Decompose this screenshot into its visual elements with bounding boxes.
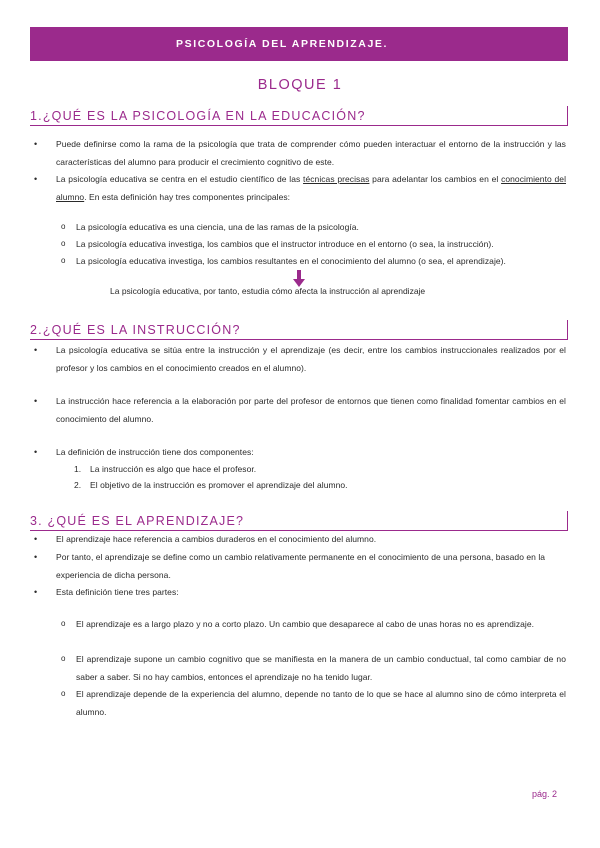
section-heading-1 bbox=[30, 106, 568, 126]
section1-bullet-2 bbox=[56, 171, 566, 206]
section1-conclusion: La psicología educativa, por tanto, estudia cómo afecta la instrucción al aprendizaje bbox=[110, 286, 426, 296]
page-number: pág. 2 bbox=[532, 789, 558, 799]
section3-bullet-1: • El aprendizaje hace referencia a cambios duraderos en el conocimiento del alumno. bbox=[56, 531, 566, 549]
text-span: . En esta definición hay tres componentes principales: bbox=[84, 191, 291, 202]
section1-sub-3: o La psicología educativa investiga, los cambios resultantes en el conocimiento del alumno (o sea, el aprendizaje). bbox=[76, 253, 566, 271]
section3-bullet-3: • Esta definición tiene tres partes: bbox=[56, 584, 566, 602]
block-title: BLOQUE 1 bbox=[257, 77, 343, 93]
section-heading-2 bbox=[30, 320, 568, 340]
section1-sub-2: o La psicología educativa investiga, los cambios que el instructor introduce en el entorno (o sea, la instrucción). bbox=[76, 236, 566, 254]
section2-bullet-2: • La instrucción hace referencia a la elaboración por parte del profesor de entornos que tienen como finalidad fomentar cambios en el conocimiento del alumno. bbox=[56, 393, 566, 428]
section1-bullet-1: • Puede definirse como la rama de la psicología que trata de comprender cómo pueden interactuar el entorno de la instrucción y las características del alumno para producir el crecimiento cognitivo de este. bbox=[56, 136, 566, 171]
section3-bullet-2: • Por tanto, el aprendizaje se define como un cambio relativamente permanente en el conocimiento de una persona, basado en la experiencia de dicha persona. bbox=[56, 549, 566, 584]
section-heading-1-text: 1.¿QUÉ ES LA PSICOLOGÍA EN LA EDUCACIÓN? bbox=[30, 109, 366, 123]
section2-bullet-3: • La definición de instrucción tiene dos componentes: bbox=[56, 444, 566, 462]
list-text: El objetivo de la instrucción es promover el aprendizaje del alumno. bbox=[90, 480, 348, 490]
section1-sub-1: o La psicología educativa es una ciencia, una de las ramas de la psicología. bbox=[76, 219, 566, 237]
section-heading-2-text: 2.¿QUÉ ES LA INSTRUCCIÓN? bbox=[30, 323, 241, 337]
section-heading-3-text: 3. ¿QUÉ ES EL APRENDIZAJE? bbox=[30, 514, 245, 528]
header-bar bbox=[30, 27, 568, 61]
underlined-term: técnicas precisas bbox=[303, 174, 370, 184]
section3-sub-3: o El aprendizaje depende de la experiencia del alumno, depende no tanto de lo que se hace al alumno sino de cómo interpreta el alumno. bbox=[76, 686, 566, 721]
section-heading-3 bbox=[30, 511, 568, 531]
list-text: La instrucción es algo que hace el profesor. bbox=[90, 464, 257, 474]
section2-bullet-1: • La psicología educativa se sitúa entre la instrucción y el aprendizaje (es decir, entre los cambios instruccionales realizados por el profesor y los cambios en el conocimiento creados en el alumno). bbox=[56, 342, 566, 377]
underlined-term: conocimiento del alumno bbox=[56, 174, 567, 202]
document-title: PSICOLOGÍA DEL APRENDIZAJE. bbox=[176, 38, 388, 50]
section2-numbered-1 bbox=[74, 461, 560, 479]
section3-sub-2: o El aprendizaje supone un cambio cognitivo que se manifiesta en la manera de un cambio conductual, tal como cambiar de no saber a saber. Si no hay cambios, entonces el aprendizaje no ha tenido lugar. bbox=[76, 651, 566, 686]
text-span: para adelantar los cambios en el bbox=[369, 174, 502, 184]
text-span: La psicología educativa se centra en el estudio científico de las bbox=[56, 174, 304, 184]
section3-sub-1: o El aprendizaje es a largo plazo y no a corto plazo. Un cambio que desaparece al cabo de unas horas no es aprendizaje. bbox=[76, 616, 566, 634]
section2-numbered-2 bbox=[74, 477, 560, 495]
list-number: 2. bbox=[74, 480, 82, 490]
list-number: 1. bbox=[74, 464, 82, 474]
